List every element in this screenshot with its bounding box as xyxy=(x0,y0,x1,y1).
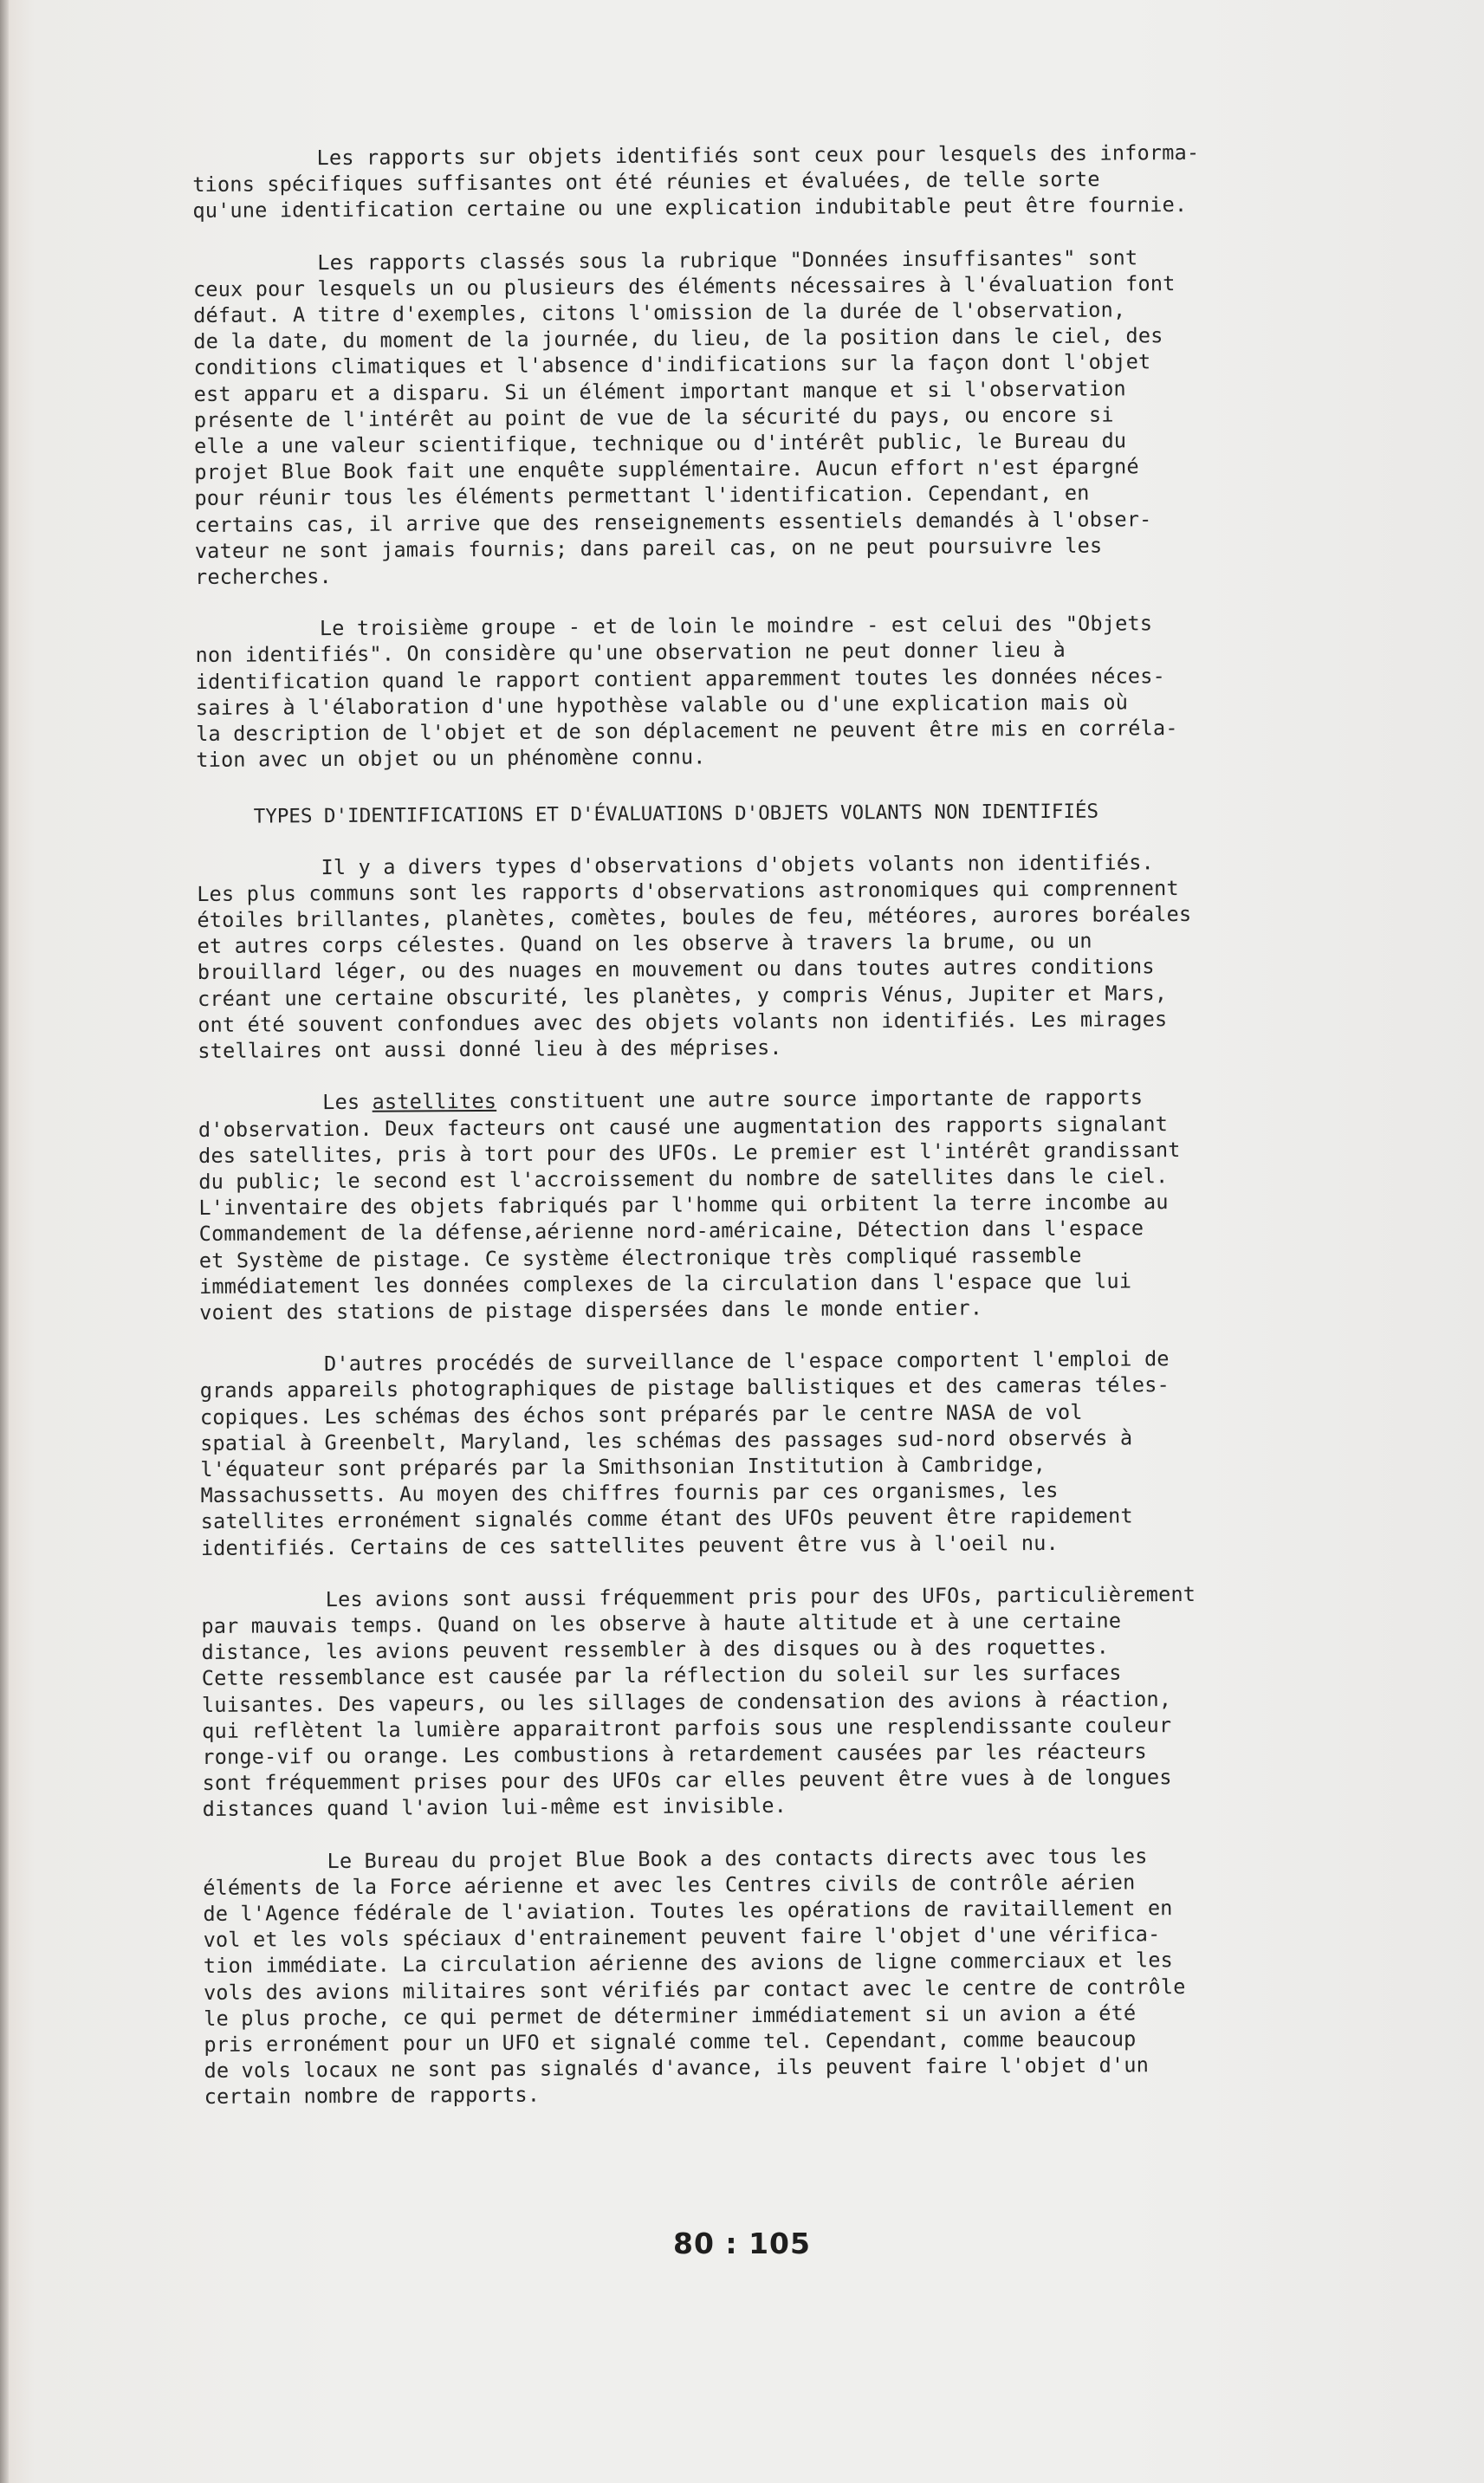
document-body xyxy=(192,139,1244,2136)
paragraph-unidentified-objects: Le troisième groupe - et de loin le moindre - est celui des "Objets non identifiés". On considère qu'une observation ne peut donner lieu à identification quand le rapport contient apparemment toutes les données néces- saires à l'élaboration d'une hypothèse valable ou d'une explication mais où la description de l'objet et de son déplacement ne peuvent être mis en corréla- tion avec un objet ou un phénomène connu. xyxy=(195,611,1178,773)
satellites-underlined-word: astellites xyxy=(372,1089,497,1115)
page-edge xyxy=(0,0,9,2483)
paragraph-blue-book-contacts: Le Bureau du projet Blue Book a des contacts directs avec tous les éléments de la Force aérienne et avec les Centres civils de contrôle aérien de l'Agence fédérale de l'aviation. Toutes les opérations de ravitaillement en vol et les vols spéciaux d'entrainement peuvent faire l'objet d'une vérifica- tion immédiate. La circulation aérienne des avions de ligne commerciaux et les vols des avions militaires sont vérifiés par contact avec le centre de contrôle le plus proche, ce qui permet de déterminer immédiatement si un avion a été pris erronément pour un UFO et signalé comme tel. Cependant, comme beaucoup de vols locaux ne sont pas signalés d'avance, ils peuvent faire l'objet d'un certain nombre de rapports. xyxy=(203,1843,1186,2110)
paragraph-observation-types: Il y a divers types d'observations d'objets volants non identifiés. Les plus communs sont les rapports d'observations astronomiques qui comprennent étoiles brillantes, planètes, comètes, boules de feu, météores, aurores boréales et autres corps célestes. Quand on les observe à travers la brume, ou un brouillard léger, ou des nuages en mouvement ou dans toutes autres conditions créant une certaine obscurité, les planètes, y compris Vénus, Jupiter et Mars, ont été souvent confondues avec des objets volants non identifiés. Les mirages stellaires ont aussi donné lieu à des méprises. xyxy=(197,849,1192,1064)
paragraph-space-surveillance: D'autres procédés de surveillance de l'espace comportent l'emploi de grands appareils photographiques de pistage ballistiques et des cameras téles- copiques. Les schémas des échos sont préparés par le centre NASA de vol spatial à Greenbelt, Maryland, les schémas des passages sud-nord observés à l'équateur sont préparés par la Smithsonian Institution à Cambridge, Massachussetts. Au moyen des chiffres fournis par ces organismes, les satellites erronément signalés comme étant des UFOs peuvent être rapidement identifiés. Certains de ces sattellites peuvent être vus à l'oeil nu. xyxy=(199,1346,1170,1560)
paragraph-insufficient-data: Les rapports classés sous la rubrique "Données insuffisantes" sont ceux pour lesquels un ou plusieurs des éléments nécessaires à l'évaluation font défaut. A titre d'exemples, citons l'omission de la durée de l'observation, de la date, du moment de la journée, du lieu, de la position dans le ciel, des conditions climatiques et l'absence d'indifications sur la façon dont l'objet est apparu et a disparu. Si un élément important manque et si l'observation présente de l'intérêt au point de vue de la sécurité du pays, ou encore si elle a une valeur scientifique, technique ou d'intérêt public, le Bureau du projet Blue Book fait une enquête supplémentaire. Aucun effort n'est épargné pour réunir tous les éléments permettant l'identification. Cependant, en certains cas, il arrive que des renseignements essentiels demandés à l'obser- vateur ne sont jamais fournis; dans pareil cas, on ne peut poursuivre les recherches. xyxy=(192,244,1176,590)
satellites-rest: constituent une autre source importante de rapports d'observation. Deux facteurs ont causé une augmentation des rapports signalant des satellites, pris à tort pour des UFOs. Le premier est l'intérêt grandissant du public; le second est l'accroissement du nombre de satellites dans le ciel. L'inventaire des objets fabriqués par l'homme qui orbitent la terre incombe au Commandement de la défense,aérienne nord-américaine, Détection dans l'espace et Système de pistage. Ce système électronique très compliqué rassemble immédiatement les données complexes de la circulation dans l'espace que lui voient des stations de pistage dispersées dans le monde entier. xyxy=(198,1085,1181,1325)
section-heading: TYPES D'IDENTIFICATIONS ET D'ÉVALUATIONS D'OBJETS VOLANTS NON IDENTIFIÉS xyxy=(253,801,1099,829)
paragraph-satellites xyxy=(198,1084,1240,1326)
satellites-prefix: Les xyxy=(198,1090,373,1116)
paragraph-identified-reports: Les rapports sur objets identifiés sont ceux pour lesquels des informa- tions spécifiques suffisantes ont été réunies et évaluées, de telle sorte qu'une identification certaine ou une explication indubitable peut être fournie. xyxy=(192,139,1200,224)
page-number: 80 : 105 xyxy=(673,2227,811,2260)
paragraph-aircraft: Les avions sont aussi fréquemment pris pour des UFOs, particulièrement par mauvais temps. Quand on les observe à haute altitude et à une certaine distance, les avions peuvent ressembler à des disques ou à des roquettes. Cette ressemblance est causée par la réflection du soleil sur les surfaces luisantes. Des vapeurs, ou les sillages de condensation des avions à réaction, qui reflètent la lumière apparaitront parfois sous une resplendissante couleur ronge-vif ou orange. Les combustions à retardement causées par les réacteurs sont fréquemment prises pour des UFOs car elles peuvent être vues à de longues distances quand l'avion lui-même est invisible. xyxy=(201,1581,1196,1822)
